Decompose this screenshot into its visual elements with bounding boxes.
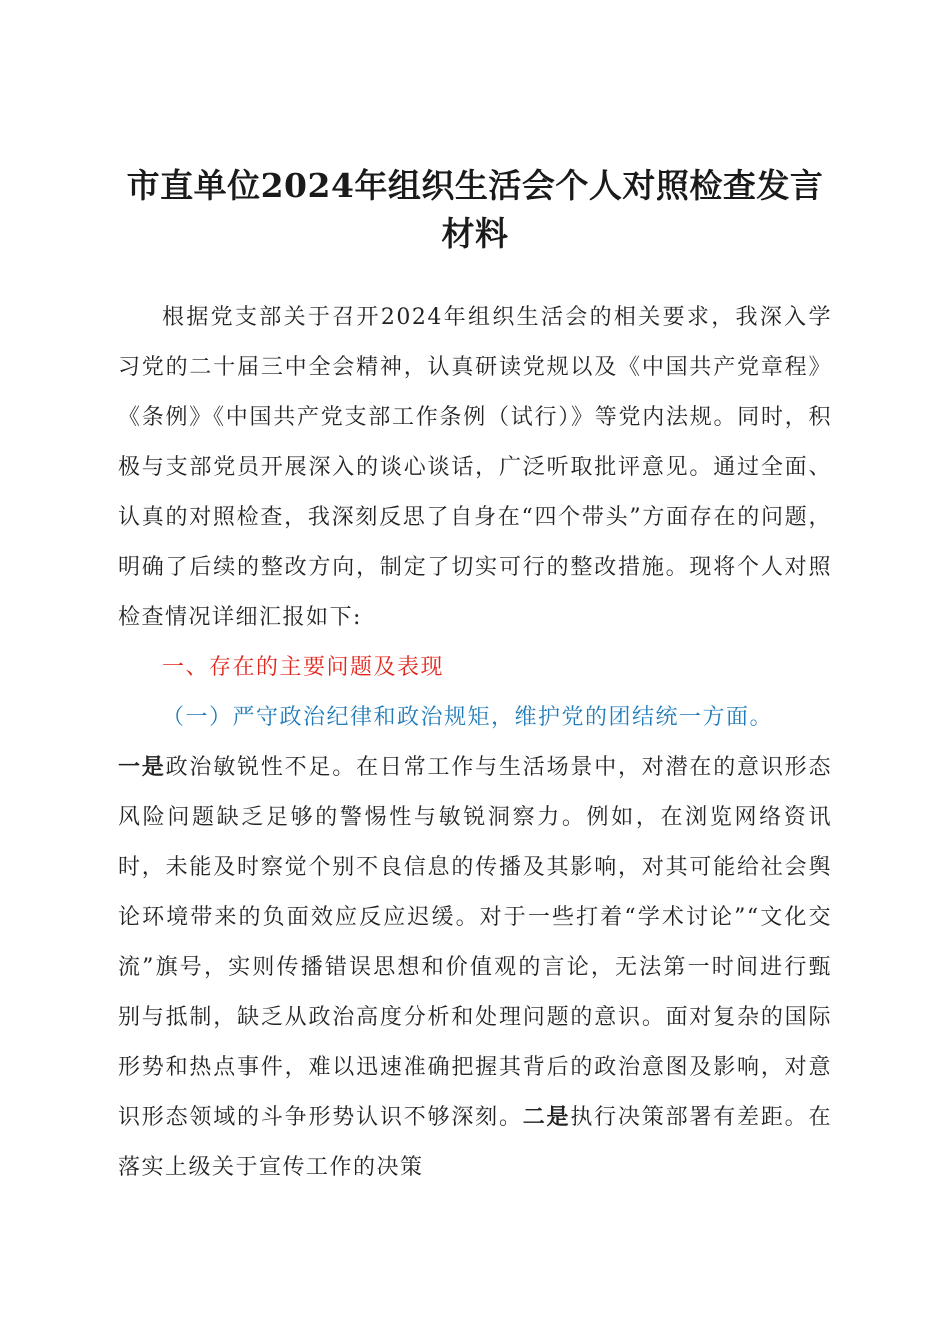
point-text-1: 政治敏锐性不足。在日常工作与生活场景中，对潜在的意识形态风险问题缺乏足够的警惕性与敏锐洞察力。例如，在浏览网络资讯时，未能及时察觉个别不良信息的传播及其影响，对其可能给社会舆论环境带来的负面效应反应迟缓。对于一些打着“学术讨论”“文化交流”旗号，实则传播错误思想和价值观的言论，无法第一时间进行甄别与抵制，缺乏从政治高度分析和处理问题的意识。面对复杂的国际形势和热点事件，难以迅速准确把握其背后的政治意图及影响，对意识形态领域的斗争形势认识不够深刻。 bbox=[118, 755, 832, 1130]
section-heading: 一、存在的主要问题及表现 bbox=[162, 655, 445, 680]
document-title: 市直单位2024年组织生活会个人对照检查发言材料 bbox=[126, 166, 824, 253]
body-paragraph bbox=[118, 743, 832, 1193]
point-text-2: 执行决策部署有差距。在落实上级关于宣传工作的决策 bbox=[118, 1105, 832, 1180]
point-lead-1: 一是 bbox=[118, 755, 166, 780]
subsection-heading: （一）严守政治纪律和政治规矩，维护党的团结统一方面。 bbox=[162, 705, 774, 730]
point-lead-2: 二是 bbox=[522, 1105, 571, 1130]
document-body bbox=[118, 293, 832, 1193]
intro-paragraph: 根据党支部关于召开2024年组织生活会的相关要求，我深入学习党的二十届三中全会精神，认真研读党规以及《中国共产党章程》《条例》《中国共产党支部工作条例（试行）》等党内法规。同时，积极与支部党员开展深入的谈心谈话，广泛听取批评意见。通过全面、认真的对照检查，我深刻反思了自身在“四个带头”方面存在的问题，明确了后续的整改方向，制定了切实可行的整改措施。现将个人对照检查情况详细汇报如下: bbox=[118, 305, 832, 630]
